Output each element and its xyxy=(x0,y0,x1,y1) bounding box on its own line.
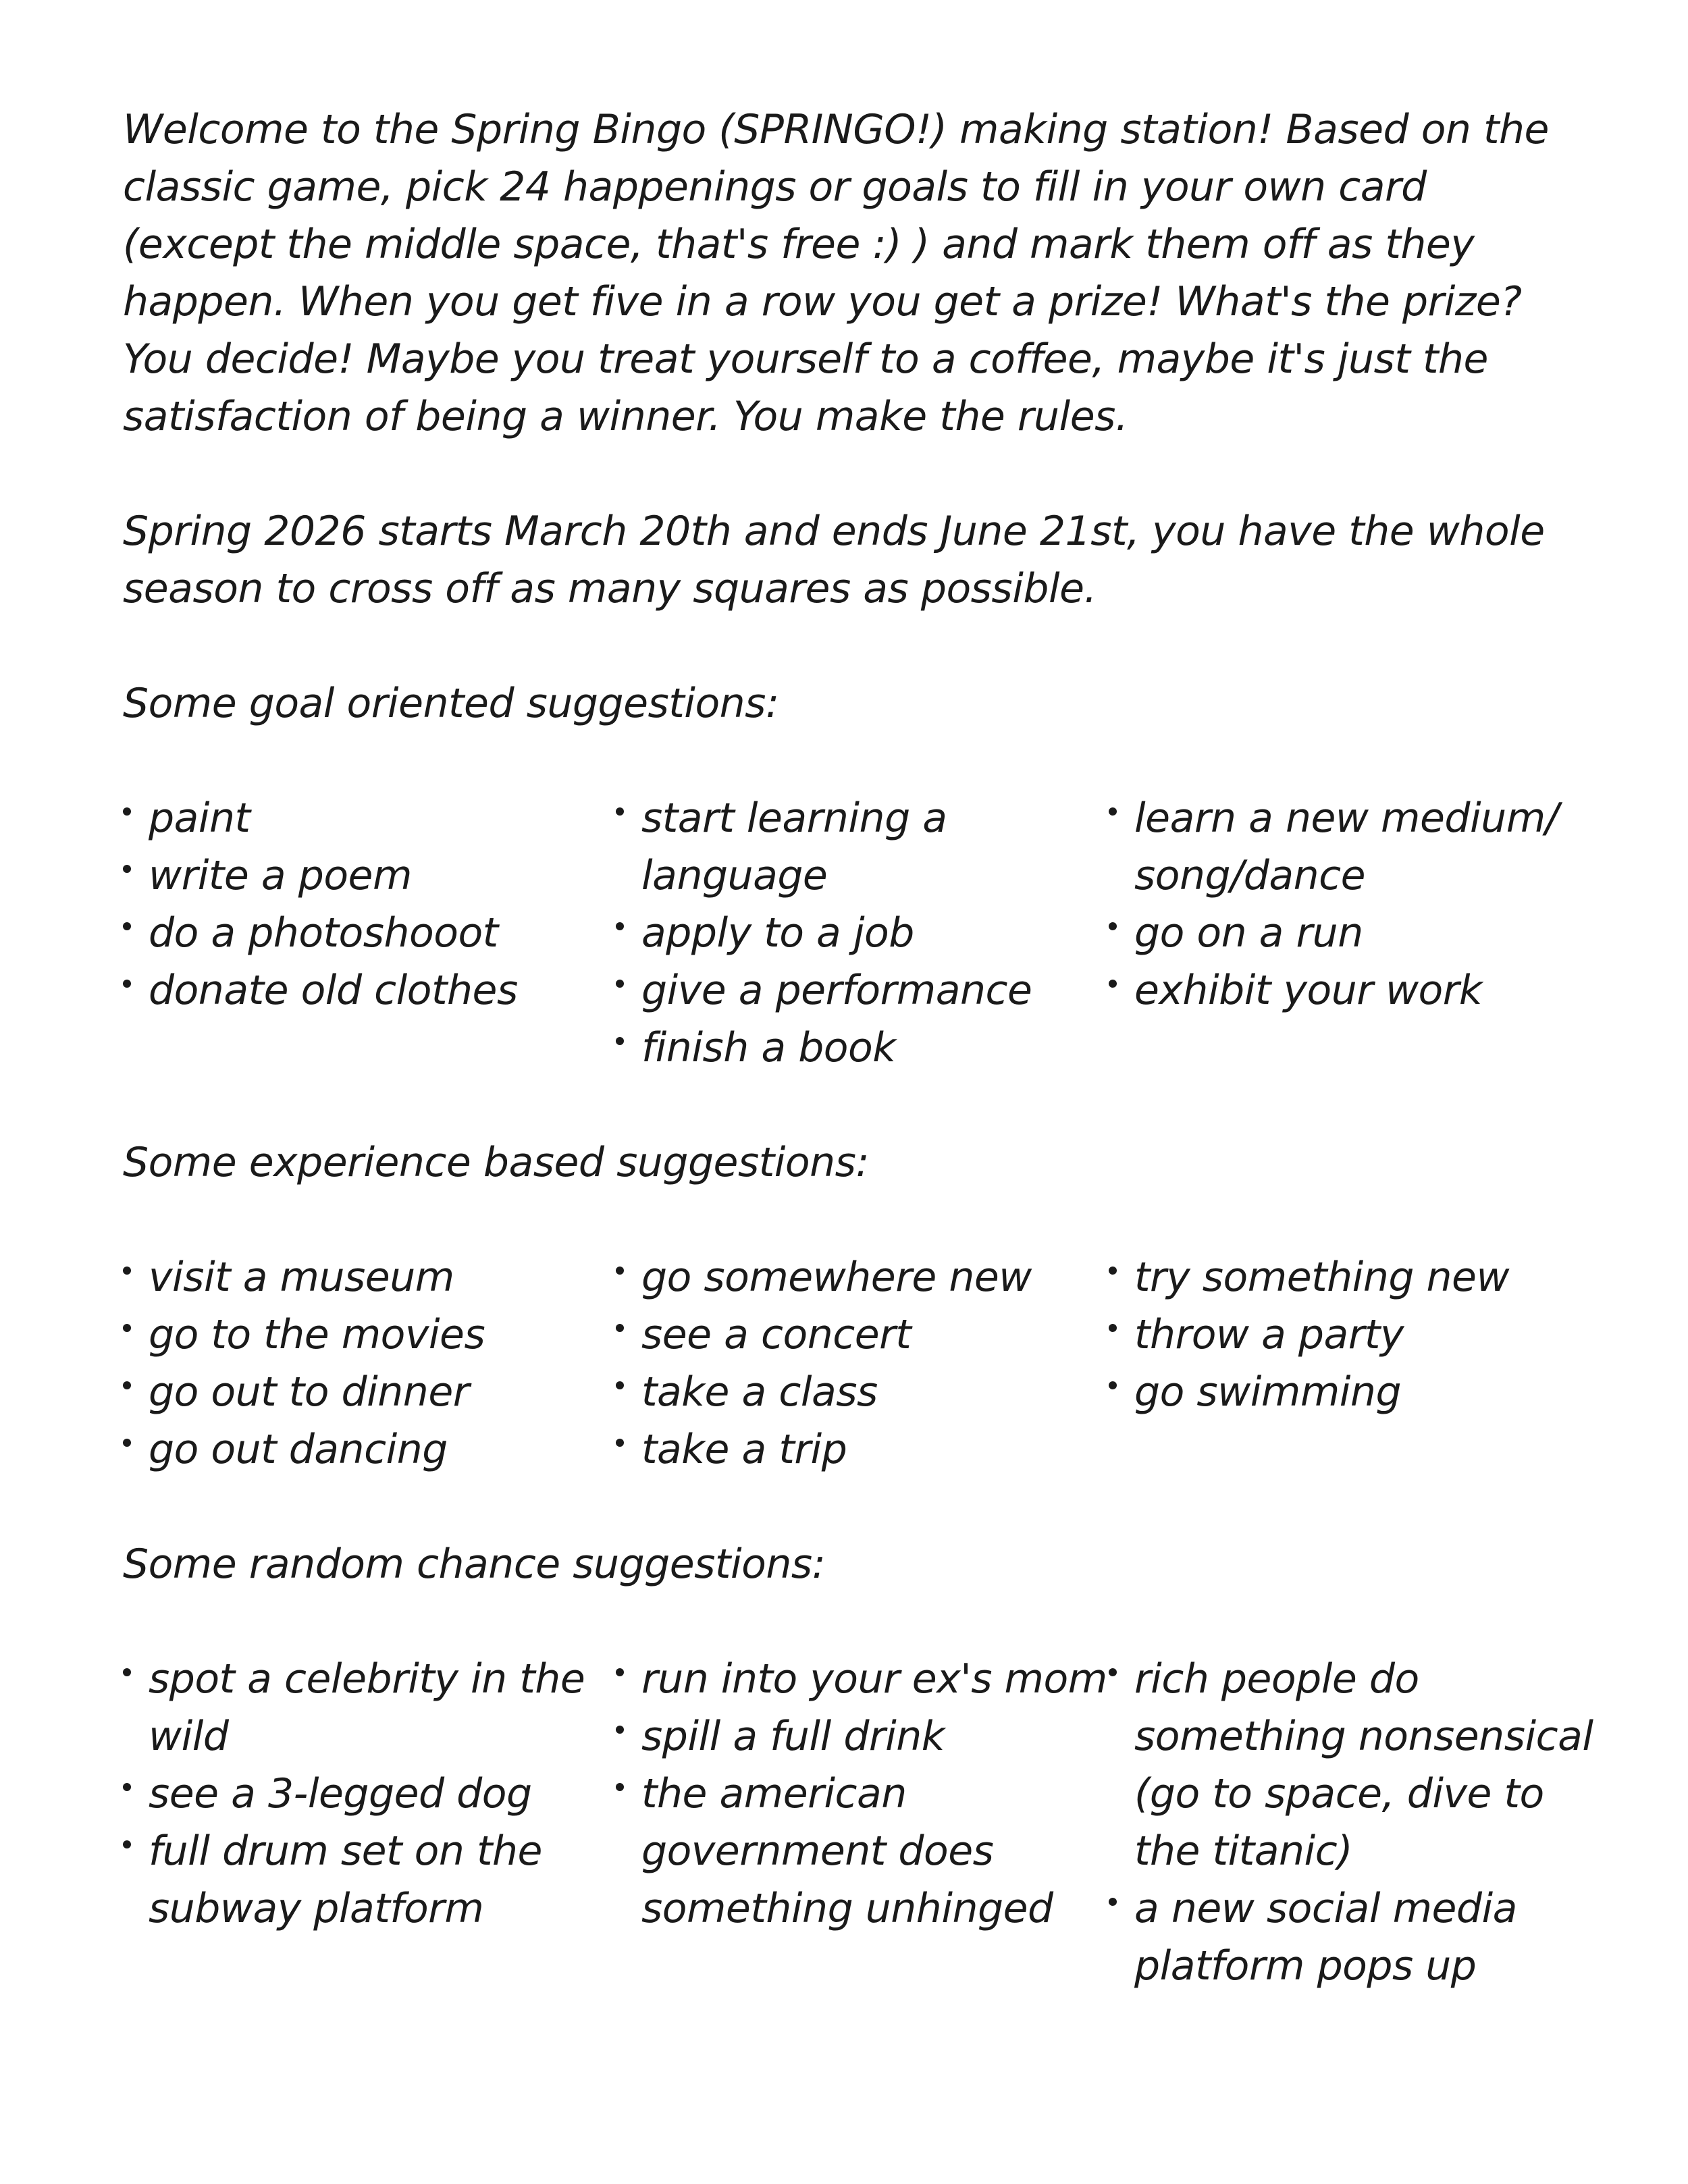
bullet-dot xyxy=(123,1783,131,1791)
bullet-dot xyxy=(616,1439,624,1447)
bullet-dot xyxy=(616,922,624,930)
suggestion-column xyxy=(123,1249,616,1479)
suggestion-item: write a poem xyxy=(123,847,616,905)
suggestion-column xyxy=(616,1249,1109,1479)
suggestion-column xyxy=(616,1651,1109,1995)
suggestion-item: go out to dinner xyxy=(123,1364,616,1421)
suggestion-item: donate old clothes xyxy=(123,962,616,1019)
suggestion-item: a new social media platform pops up xyxy=(1109,1880,1602,1995)
suggestions-section-experience xyxy=(123,1134,1575,1479)
suggestion-item: see a 3-legged dog xyxy=(123,1765,616,1823)
suggestions-section-random xyxy=(123,1536,1593,1995)
bullet-dot xyxy=(1109,1267,1117,1275)
suggestion-column xyxy=(1109,790,1602,1077)
bullet-dot xyxy=(1109,1381,1117,1389)
bullet-dot xyxy=(123,865,131,873)
suggestion-column xyxy=(123,790,616,1077)
bullet-dot xyxy=(1109,1668,1117,1676)
suggestion-item: go swimming xyxy=(1109,1364,1602,1421)
suggestion-item: run into your ex's mom xyxy=(616,1651,1109,1708)
suggestion-column xyxy=(1109,1651,1602,1995)
bullet-dot xyxy=(616,1324,624,1332)
bullet-dot xyxy=(616,1783,624,1791)
section-heading: Some experience based suggestions: xyxy=(123,1139,870,1186)
suggestion-item: do a photoshooot xyxy=(123,905,616,962)
suggestion-item: go to the movies xyxy=(123,1306,616,1364)
suggestion-item: give a performance xyxy=(616,962,1109,1019)
bullet-dot xyxy=(1109,980,1117,988)
bullet-dot xyxy=(123,1324,131,1332)
suggestion-item: spill a full drink xyxy=(616,1708,1109,1765)
bullet-dot xyxy=(1109,1898,1117,1906)
suggestion-column xyxy=(1109,1249,1602,1479)
suggestion-column xyxy=(123,1651,616,1995)
bullet-dot xyxy=(123,1381,131,1389)
springo-instructions-page xyxy=(123,101,1593,1995)
season-dates-paragraph: Spring 2026 starts March 20th and ends June 21st, you have the whole season to cross off as many squares as possible. xyxy=(123,508,1545,612)
suggestion-item: see a concert xyxy=(616,1306,1109,1364)
suggestion-item: go on a run xyxy=(1109,905,1602,962)
suggestion-column xyxy=(616,790,1109,1077)
bullet-dot xyxy=(1109,807,1117,816)
bullet-dot xyxy=(616,1381,624,1389)
suggestion-columns xyxy=(123,1651,1593,1995)
suggestion-item: go out dancing xyxy=(123,1421,616,1479)
bullet-dot xyxy=(616,1668,624,1676)
bullet-dot xyxy=(616,1037,624,1045)
suggestion-item: exhibit your work xyxy=(1109,962,1602,1019)
section-heading: Some goal oriented suggestions: xyxy=(123,680,779,727)
suggestion-item: learn a new medium/ song/dance xyxy=(1109,790,1602,905)
section-heading: Some random chance suggestions: xyxy=(123,1541,826,1588)
suggestion-item: visit a museum xyxy=(123,1249,616,1306)
suggestion-item: take a class xyxy=(616,1364,1109,1421)
bullet-dot xyxy=(123,807,131,816)
suggestion-item: finish a book xyxy=(616,1019,1109,1077)
suggestion-item: full drum set on the subway platform xyxy=(123,1823,616,1938)
suggestion-item: apply to a job xyxy=(616,905,1109,962)
bullet-dot xyxy=(123,922,131,930)
suggestion-columns xyxy=(123,790,1575,1077)
bullet-dot xyxy=(123,1668,131,1676)
suggestions-section-goal xyxy=(123,675,1575,1077)
suggestion-item: spot a celebrity in the wild xyxy=(123,1651,616,1765)
suggestion-item: go somewhere new xyxy=(616,1249,1109,1306)
suggestion-item: start learning a language xyxy=(616,790,1109,905)
bullet-dot xyxy=(616,1267,624,1275)
intro-paragraph: Welcome to the Spring Bingo (SPRINGO!) making station! Based on the classic game, pick 24 happenings or goals to fill in your own card (except the middle space, that's free :) ) and mark them off as they happen. When you get five in a row you get a prize! What's the prize? You decide! Maybe you treat yourself to a coffee, maybe it's just the satisfaction of being a winner. You make the rules. xyxy=(123,106,1549,440)
suggestion-item: paint xyxy=(123,790,616,847)
bullet-dot xyxy=(123,1840,131,1848)
bullet-dot xyxy=(123,1439,131,1447)
suggestion-item: the american government does something unhinged xyxy=(616,1765,1109,1938)
suggestion-item: try something new xyxy=(1109,1249,1602,1306)
suggestion-item: rich people do something nonsensical (go to space, dive to the titanic) xyxy=(1109,1651,1602,1880)
bullet-dot xyxy=(123,980,131,988)
bullet-dot xyxy=(123,1267,131,1275)
bullet-dot xyxy=(616,807,624,816)
suggestion-item: take a trip xyxy=(616,1421,1109,1479)
suggestion-item: throw a party xyxy=(1109,1306,1602,1364)
bullet-dot xyxy=(616,980,624,988)
bullet-dot xyxy=(1109,1324,1117,1332)
bullet-dot xyxy=(616,1726,624,1734)
suggestion-columns xyxy=(123,1249,1575,1479)
bullet-dot xyxy=(1109,922,1117,930)
